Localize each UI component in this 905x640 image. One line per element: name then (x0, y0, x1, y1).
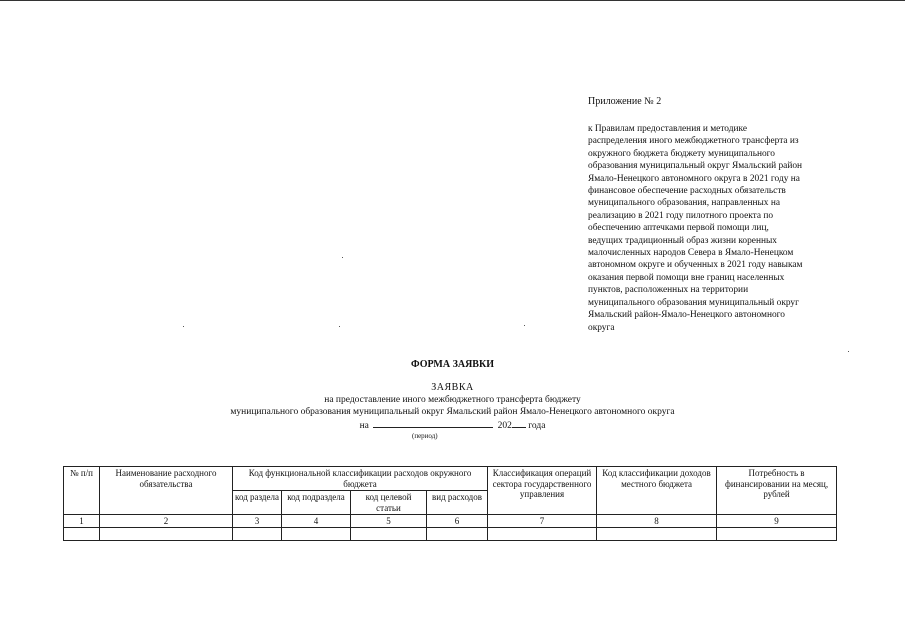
header-subsection-code: код подраздела (282, 491, 351, 515)
scan-speck (342, 257, 343, 258)
column-number: 2 (100, 515, 233, 528)
header-number: № п/п (64, 467, 100, 515)
request-subtitle-line-1: на предоставление иного межбюджетного трансферта бюджету (324, 395, 581, 405)
request-table (63, 466, 837, 541)
header-income-code: Код классификации доходов местного бюджета (597, 467, 717, 515)
appendix-description: к Правилам предоставления и методике распределения иного межбюджетного трансферта из окружного бюджета бюджету муниципального образования муниципальный округ Ямальский район Ямало-Ненецкого автономного округа в 2021 году на финансовое обеспечение расходных обязательств муниципального образования, направленных на реализацию в 2021 году пилотного проекта по обеспечению аптечками первой помощи лиц, ведущих традиционный образ жизни коренных малочисленных народов Севера в Ямало-Ненецком автономном округе и обученных в 2021 году навыкам оказания первой помощи вне границ населенных пунктов, расположенных на территории муниципального образования муниципальный округ Ямальский район-Ямало-Ненецкого автономного округа (588, 124, 803, 333)
appendix-title: Приложение № 2 (588, 96, 662, 107)
column-number: 1 (64, 515, 100, 528)
table-cell[interactable] (64, 528, 100, 541)
header-section-code: код раздела (233, 491, 282, 515)
column-numbers-row (64, 515, 837, 528)
year-prefix: 202 (497, 421, 512, 431)
scan-speck (339, 326, 340, 327)
table-cell[interactable] (488, 528, 597, 541)
scan-speck (183, 326, 184, 327)
column-number: 6 (427, 515, 488, 528)
form-title: ФОРМА ЗАЯВКИ (411, 359, 494, 370)
scan-speck (524, 325, 525, 326)
scan-speck (848, 351, 849, 352)
table-cell[interactable] (351, 528, 427, 541)
table-cell[interactable] (233, 528, 282, 541)
period-on-label: на (359, 421, 369, 431)
table-row (64, 528, 837, 541)
header-obligation-name: Наименование расходного обязательства (100, 467, 233, 515)
table-cell[interactable] (282, 528, 351, 541)
year-suffix: года (528, 421, 546, 431)
table-cell[interactable] (100, 528, 233, 541)
column-number: 4 (282, 515, 351, 528)
header-target-code: код целевой статьи (351, 491, 427, 515)
header-sector-classification: Классификация операций сектора государственного управления (488, 467, 597, 515)
column-number: 5 (351, 515, 427, 528)
table-cell[interactable] (427, 528, 488, 541)
column-number: 9 (717, 515, 837, 528)
year-blank-field[interactable] (512, 418, 526, 428)
period-blank-field[interactable] (373, 418, 493, 428)
request-title: ЗАЯВКА (431, 382, 474, 393)
header-monthly-need: Потребность в финансировании на месяц, рублей (717, 467, 837, 515)
table-header-row (64, 467, 837, 491)
period-caption: (период) (412, 432, 438, 440)
top-border-line (0, 0, 905, 1)
request-subtitle-line-2: муниципального образования муниципальный округ Ямальский район Ямало-Ненецкого автономного округа (230, 407, 675, 417)
period-line (0, 418, 905, 432)
header-expense-type: вид расходов (427, 491, 488, 515)
header-function-code-group: Код функциональной классификации расходов окружного бюджета (233, 467, 488, 491)
column-number: 8 (597, 515, 717, 528)
column-number: 7 (488, 515, 597, 528)
table-cell[interactable] (597, 528, 717, 541)
table-cell[interactable] (717, 528, 837, 541)
column-number: 3 (233, 515, 282, 528)
